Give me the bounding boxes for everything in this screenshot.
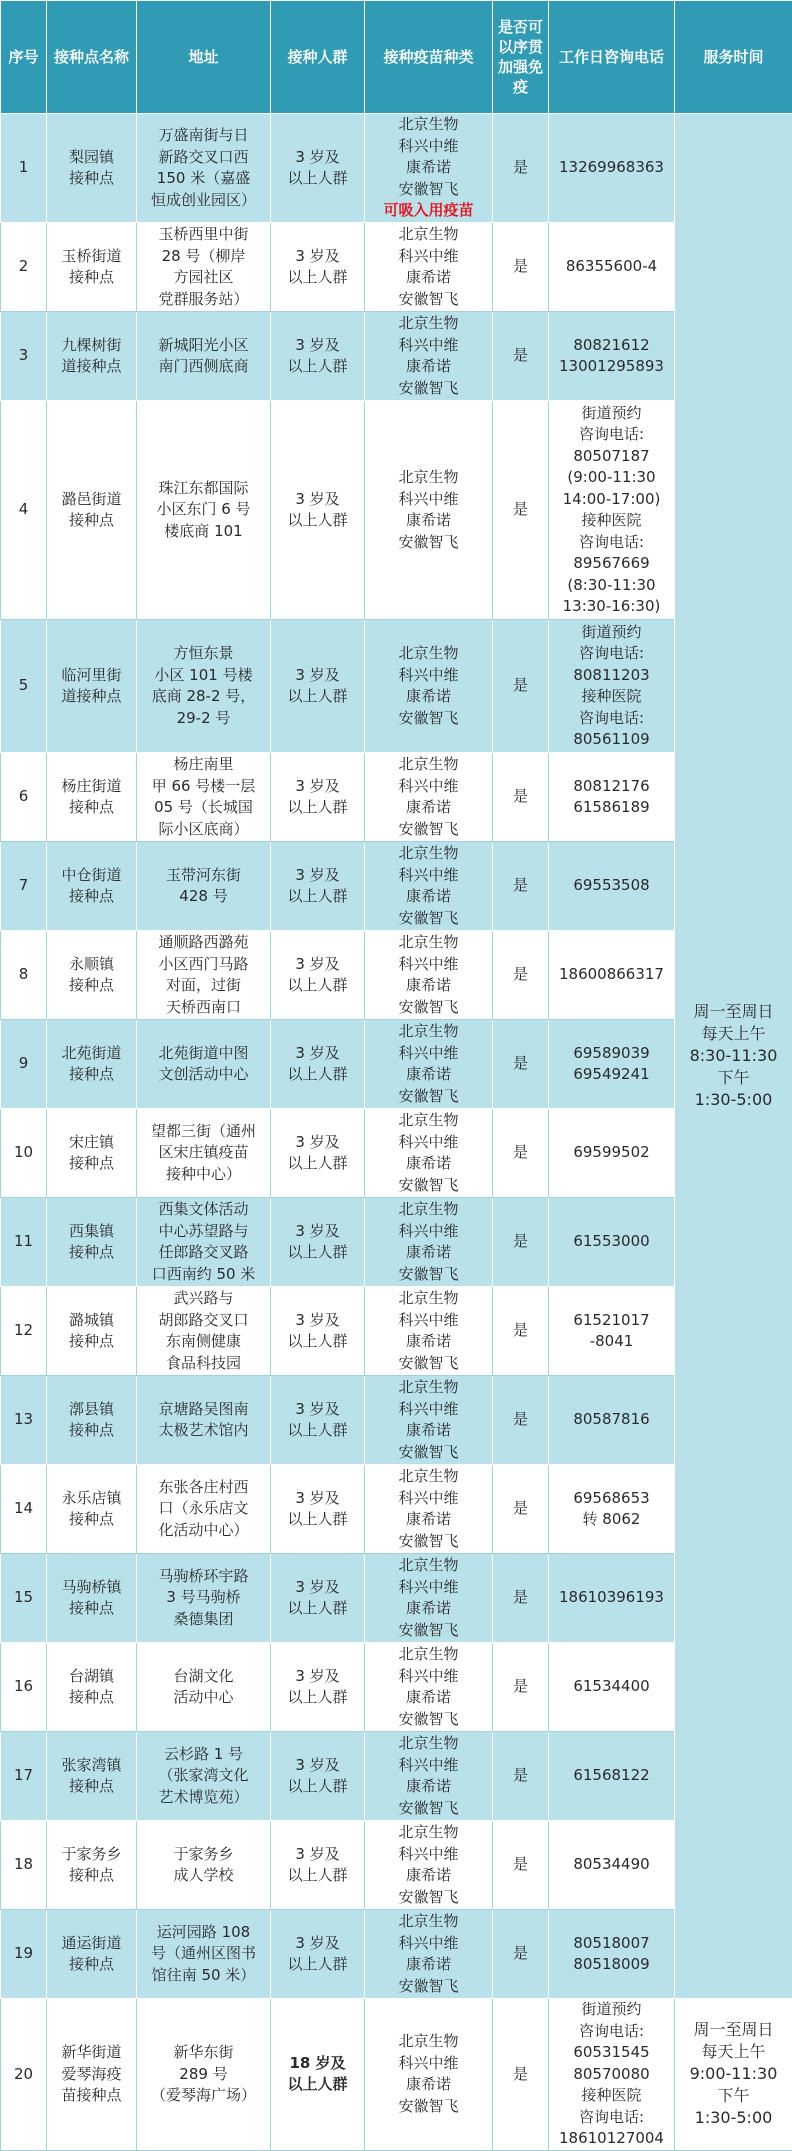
service-time-shared-cell: 周一至周日 每天上午 8:30-11:30 下午 1:30-5:00 <box>675 114 792 1999</box>
vaccine-list: 北京生物 科兴中维 康希诺 安徽智飞 <box>398 1823 458 1906</box>
sequential-booster-cell: 是 <box>493 842 549 931</box>
table-row <box>1 114 792 223</box>
header-row <box>1 1 792 114</box>
index-cell: 13 <box>1 1376 47 1465</box>
target-group-cell: 3 岁及 以上人群 <box>271 1643 365 1732</box>
index-cell: 19 <box>1 1910 47 1999</box>
phone-cell: 61521017 -8041 <box>549 1287 675 1376</box>
vaccine-types-cell <box>365 1910 493 1999</box>
header-index: 序号 <box>1 1 47 114</box>
address-cell: 运河园路 108 号（通州区图书 馆往南 50 米） <box>137 1910 271 1999</box>
vaccine-types-cell <box>365 753 493 842</box>
phone-cell: 街道预约 咨询电话: 80811203 接种医院 咨询电话: 80561109 <box>549 620 675 753</box>
header-phone: 工作日咨询电话 <box>549 1 675 114</box>
phone-cell: 61553000 <box>549 1198 675 1287</box>
address-cell: 东张各庄村西 口（永乐店文 化活动中心） <box>137 1465 271 1554</box>
address-cell: 京塘路吴图南 太极艺术馆内 <box>137 1376 271 1465</box>
vaccine-types-cell <box>365 1554 493 1643</box>
sequential-booster-cell: 是 <box>493 1465 549 1554</box>
vaccine-list: 北京生物 科兴中维 康希诺 安徽智飞 <box>398 1111 458 1194</box>
table-row <box>1 1198 792 1287</box>
index-cell: 14 <box>1 1465 47 1554</box>
sequential-booster-cell: 是 <box>493 1999 549 2151</box>
site-name-cell: 潞邑街道 接种点 <box>47 401 137 620</box>
vaccine-types-cell <box>365 1376 493 1465</box>
target-group-cell: 3 岁及 以上人群 <box>271 1198 365 1287</box>
vaccine-list: 北京生物 科兴中维 康希诺 安徽智飞 <box>398 1556 458 1639</box>
vaccine-list: 北京生物 科兴中维 康希诺 安徽智飞 <box>398 1645 458 1728</box>
index-cell: 20 <box>1 1999 47 2151</box>
site-name-cell: 新华街道 爱琴海疫 苗接种点 <box>47 1999 137 2151</box>
address-cell: 万盛南街与日 新路交叉口西 150 米（嘉盛 恒成创业园区） <box>137 114 271 223</box>
vaccine-list: 北京生物 科兴中维 康希诺 安徽智飞 <box>398 755 458 838</box>
site-name-cell: 台湖镇 接种点 <box>47 1643 137 1732</box>
index-cell: 10 <box>1 1109 47 1198</box>
table-row <box>1 1020 792 1109</box>
index-cell: 12 <box>1 1287 47 1376</box>
address-cell: 于家务乡 成人学校 <box>137 1821 271 1910</box>
phone-cell: 80821612 13001295893 <box>549 312 675 401</box>
sequential-booster-cell: 是 <box>493 1732 549 1821</box>
target-group-cell: 3 岁及 以上人群 <box>271 1020 365 1109</box>
vaccine-types-cell <box>365 223 493 312</box>
index-cell: 5 <box>1 620 47 753</box>
vaccine-types-cell <box>365 114 493 223</box>
vaccine-list: 北京生物 科兴中维 康希诺 安徽智飞 <box>398 844 458 927</box>
header-address: 地址 <box>137 1 271 114</box>
target-group-cell: 3 岁及 以上人群 <box>271 1732 365 1821</box>
vaccine-types-cell <box>365 1821 493 1910</box>
target-group-cell: 3 岁及 以上人群 <box>271 1821 365 1910</box>
sequential-booster-cell: 是 <box>493 931 549 1020</box>
vaccine-types-cell <box>365 1732 493 1821</box>
index-cell: 9 <box>1 1020 47 1109</box>
sequential-booster-cell: 是 <box>493 1821 549 1910</box>
vaccine-list: 北京生物 科兴中维 康希诺 安徽智飞 <box>398 644 458 727</box>
target-group-cell: 3 岁及 以上人群 <box>271 1376 365 1465</box>
vaccine-types-cell <box>365 1999 493 2151</box>
phone-cell: 61568122 <box>549 1732 675 1821</box>
address-cell: 珠江东都国际 小区东门 6 号 楼底商 101 <box>137 401 271 620</box>
index-cell: 4 <box>1 401 47 620</box>
table-row <box>1 931 792 1020</box>
site-name-cell: 北苑街道 接种点 <box>47 1020 137 1109</box>
service-time-cell: 周一至周日 每天上午 9:00-11:30 下午 1:30-5:00 <box>675 1999 792 2151</box>
address-cell: 西集文体活动 中心苏望路与 任郎路交叉路 口西南约 50 米 <box>137 1198 271 1287</box>
sequential-booster-cell: 是 <box>493 1109 549 1198</box>
index-cell: 8 <box>1 931 47 1020</box>
vaccine-types-cell <box>365 1020 493 1109</box>
sequential-booster-cell: 是 <box>493 1643 549 1732</box>
table-row <box>1 1999 792 2151</box>
target-group-cell: 3 岁及 以上人群 <box>271 1109 365 1198</box>
vaccine-list: 北京生物 科兴中维 康希诺 安徽智飞 <box>398 2032 458 2115</box>
index-cell: 3 <box>1 312 47 401</box>
phone-cell: 61534400 <box>549 1643 675 1732</box>
site-name-cell: 九棵树街 道接种点 <box>47 312 137 401</box>
site-name-cell: 潞城镇 接种点 <box>47 1287 137 1376</box>
address-cell: 玉桥西里中街 28 号（柳岸 方园社区 党群服务站） <box>137 223 271 312</box>
vaccine-types-cell <box>365 620 493 753</box>
table-row <box>1 1554 792 1643</box>
sequential-booster-cell: 是 <box>493 1287 549 1376</box>
site-name-cell: 梨园镇 接种点 <box>47 114 137 223</box>
address-cell: 杨庄南里 甲 66 号楼一层 05 号（长城国 际小区底商） <box>137 753 271 842</box>
vaccine-types-cell <box>365 1643 493 1732</box>
index-cell: 17 <box>1 1732 47 1821</box>
sequential-booster-cell: 是 <box>493 114 549 223</box>
site-name-cell: 张家湾镇 接种点 <box>47 1732 137 1821</box>
vaccine-list: 北京生物 科兴中维 康希诺 安徽智飞 <box>398 314 458 397</box>
address-cell: 台湖文化 活动中心 <box>137 1643 271 1732</box>
index-cell: 15 <box>1 1554 47 1643</box>
target-group-cell: 3 岁及 以上人群 <box>271 312 365 401</box>
address-cell: 北苑街道中图 文创活动中心 <box>137 1020 271 1109</box>
phone-cell: 80587816 <box>549 1376 675 1465</box>
target-group-cell: 3 岁及 以上人群 <box>271 1287 365 1376</box>
vaccine-types-cell <box>365 401 493 620</box>
target-group-cell: 3 岁及 以上人群 <box>271 931 365 1020</box>
sequential-booster-cell: 是 <box>493 1554 549 1643</box>
index-cell: 6 <box>1 753 47 842</box>
site-name-cell: 通运街道 接种点 <box>47 1910 137 1999</box>
address-cell: 方恒东景 小区 101 号楼 底商 28-2 号， 29-2 号 <box>137 620 271 753</box>
index-cell: 1 <box>1 114 47 223</box>
target-group-cell: 3 岁及 以上人群 <box>271 842 365 931</box>
sequential-booster-cell: 是 <box>493 1198 549 1287</box>
table-row <box>1 1821 792 1910</box>
vaccine-types-cell <box>365 1287 493 1376</box>
table-row <box>1 1376 792 1465</box>
table-row <box>1 223 792 312</box>
phone-cell: 69589039 69549241 <box>549 1020 675 1109</box>
table-row <box>1 1732 792 1821</box>
table-row <box>1 1465 792 1554</box>
sequential-booster-cell: 是 <box>493 312 549 401</box>
vaccine-list: 北京生物 科兴中维 康希诺 安徽智飞 <box>398 225 458 308</box>
table-row <box>1 842 792 931</box>
site-name-cell: 杨庄街道 接种点 <box>47 753 137 842</box>
sequential-booster-cell: 是 <box>493 223 549 312</box>
index-cell: 2 <box>1 223 47 312</box>
phone-cell: 69568653 转 8062 <box>549 1465 675 1554</box>
phone-cell: 街道预约 咨询电话: 80507187 (9:00-11:30 14:00-17:00) 接种医院 咨询电话: 89567669 (8:30-11:30 13:30-16:30) <box>549 401 675 620</box>
vaccine-list: 北京生物 科兴中维 康希诺 安徽智飞 <box>398 1022 458 1105</box>
phone-cell: 80812176 61586189 <box>549 753 675 842</box>
vaccine-types-cell <box>365 1109 493 1198</box>
vaccine-list: 北京生物 科兴中维 康希诺 安徽智飞 <box>398 468 458 551</box>
vaccine-types-cell <box>365 842 493 931</box>
sequential-booster-cell: 是 <box>493 620 549 753</box>
site-name-cell: 玉桥街道 接种点 <box>47 223 137 312</box>
table-row <box>1 1109 792 1198</box>
vaccine-list: 北京生物 科兴中维 康希诺 安徽智飞 <box>398 1289 458 1372</box>
vaccine-list: 北京生物 科兴中维 康希诺 安徽智飞 <box>398 1378 458 1461</box>
table-row <box>1 312 792 401</box>
site-name-cell: 漷县镇 接种点 <box>47 1376 137 1465</box>
vaccine-list: 北京生物 科兴中维 康希诺 安徽智飞 <box>398 1200 458 1283</box>
address-cell: 通顺路西潞苑 小区西门马路 对面，过街 天桥西南口 <box>137 931 271 1020</box>
table-row <box>1 1910 792 1999</box>
table-row <box>1 401 792 620</box>
header-site-name: 接种点名称 <box>47 1 137 114</box>
table-row <box>1 1287 792 1376</box>
target-group-cell: 3 岁及 以上人群 <box>271 753 365 842</box>
address-cell: 云杉路 1 号 （张家湾文化 艺术博览苑） <box>137 1732 271 1821</box>
phone-cell: 69553508 <box>549 842 675 931</box>
site-name-cell: 中仓街道 接种点 <box>47 842 137 931</box>
sequential-booster-cell: 是 <box>493 1376 549 1465</box>
sequential-booster-cell: 是 <box>493 1910 549 1999</box>
vaccine-types-cell <box>365 1198 493 1287</box>
site-name-cell: 于家务乡 接种点 <box>47 1821 137 1910</box>
header-target-group: 接种人群 <box>271 1 365 114</box>
address-cell: 望都三街（通州 区宋庄镇疫苗 接种中心） <box>137 1109 271 1198</box>
vaccine-list: 北京生物 科兴中维 康希诺 安徽智飞 <box>398 115 458 198</box>
address-cell: 新华东街 289 号 （爱琴海广场） <box>137 1999 271 2151</box>
vaccine-list: 北京生物 科兴中维 康希诺 安徽智飞 <box>398 1734 458 1817</box>
table-row <box>1 1643 792 1732</box>
phone-cell: 80518007 80518009 <box>549 1910 675 1999</box>
table-row <box>1 753 792 842</box>
target-group-cell: 18 岁及 以上人群 <box>271 1999 365 2151</box>
target-group-cell: 3 岁及 以上人群 <box>271 114 365 223</box>
address-cell: 新城阳光小区 南门西侧底商 <box>137 312 271 401</box>
index-cell: 16 <box>1 1643 47 1732</box>
site-name-cell: 临河里街 道接种点 <box>47 620 137 753</box>
target-group-cell: 3 岁及 以上人群 <box>271 223 365 312</box>
site-name-cell: 宋庄镇 接种点 <box>47 1109 137 1198</box>
sequential-booster-cell: 是 <box>493 1020 549 1109</box>
phone-cell: 80534490 <box>549 1821 675 1910</box>
target-group-cell: 3 岁及 以上人群 <box>271 1910 365 1999</box>
index-cell: 11 <box>1 1198 47 1287</box>
phone-cell: 13269968363 <box>549 114 675 223</box>
site-name-cell: 马驹桥镇 接种点 <box>47 1554 137 1643</box>
phone-cell: 街道预约 咨询电话: 60531545 80570080 接种医院 咨询电话: 18610127004 <box>549 1999 675 2151</box>
inhaled-vaccine-note: 可吸入用疫苗 <box>369 200 488 222</box>
sequential-booster-cell: 是 <box>493 401 549 620</box>
phone-cell: 86355600-4 <box>549 223 675 312</box>
header-sequential-booster: 是否可以序贯加强免疫 <box>493 1 549 114</box>
site-name-cell: 永乐店镇 接种点 <box>47 1465 137 1554</box>
vaccine-types-cell <box>365 931 493 1020</box>
address-cell: 武兴路与 胡郎路交叉口 东南侧健康 食品科技园 <box>137 1287 271 1376</box>
header-service-time: 服务时间 <box>675 1 792 114</box>
vaccine-list: 北京生物 科兴中维 康希诺 安徽智飞 <box>398 1467 458 1550</box>
target-group-cell: 3 岁及 以上人群 <box>271 1465 365 1554</box>
vaccine-list: 北京生物 科兴中维 康希诺 安徽智飞 <box>398 1912 458 1995</box>
target-group-cell: 3 岁及 以上人群 <box>271 401 365 620</box>
site-name-cell: 永顺镇 接种点 <box>47 931 137 1020</box>
sequential-booster-cell: 是 <box>493 753 549 842</box>
vaccine-types-cell <box>365 312 493 401</box>
site-name-cell: 西集镇 接种点 <box>47 1198 137 1287</box>
header-vaccine-types: 接种疫苗种类 <box>365 1 493 114</box>
phone-cell: 69599502 <box>549 1109 675 1198</box>
target-group-cell: 3 岁及 以上人群 <box>271 1554 365 1643</box>
index-cell: 7 <box>1 842 47 931</box>
address-cell: 玉带河东街 428 号 <box>137 842 271 931</box>
table-row <box>1 620 792 753</box>
index-cell: 18 <box>1 1821 47 1910</box>
target-group-cell: 3 岁及 以上人群 <box>271 620 365 753</box>
vaccine-list: 北京生物 科兴中维 康希诺 安徽智飞 <box>398 933 458 1016</box>
address-cell: 马驹桥环宇路 3 号马驹桥 桑德集团 <box>137 1554 271 1643</box>
phone-cell: 18600866317 <box>549 931 675 1020</box>
phone-cell: 18610396193 <box>549 1554 675 1643</box>
vaccine-types-cell <box>365 1465 493 1554</box>
